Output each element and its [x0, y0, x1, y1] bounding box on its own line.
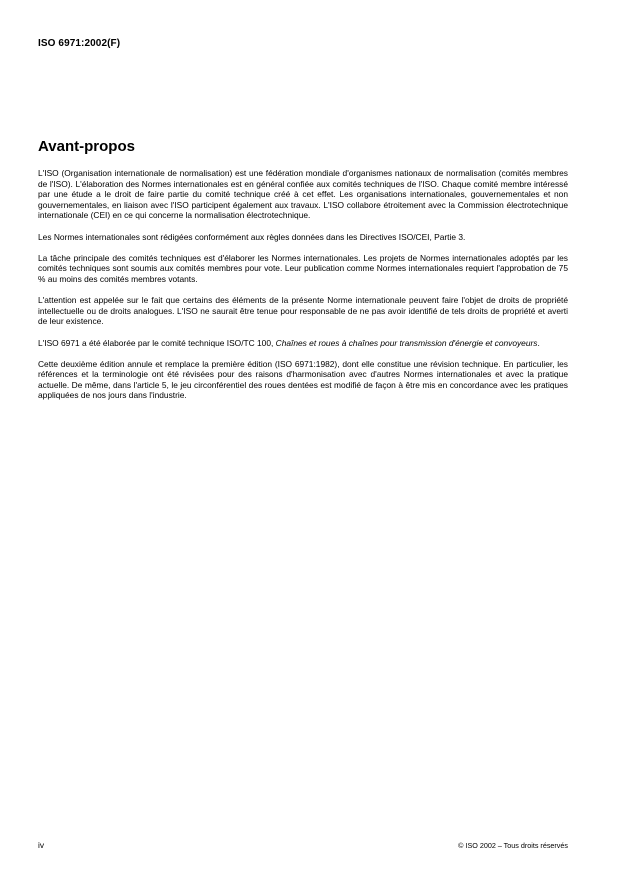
- document-id: ISO 6971:2002(F): [38, 38, 121, 49]
- prepared-by-suffix: .: [537, 337, 540, 348]
- paragraph-prepared-by: [38, 338, 568, 349]
- prepared-by-text: L'ISO 6971 a été élaborée par le comité technique ISO/TC 100,: [38, 337, 276, 348]
- section-title: Avant-propos: [38, 138, 135, 155]
- paragraph-patent-rights: L'attention est appelée sur le fait que certains des éléments de la présente Norme internationale peuvent faire l'objet de droits de propriété intellectuelle ou de droits analogues. L'ISO ne saurait être tenue pour responsable de ne pas avoir identifié de tels droits de propriété et averti de leur existence.: [38, 295, 568, 327]
- committee-title: Chaînes et roues à chaînes pour transmission d'énergie et convoyeurs: [275, 337, 538, 348]
- section-body: [38, 168, 568, 412]
- paragraph-technical-committees: La tâche principale des comités techniques est d'élaborer les Normes internationales. Les projets de Normes internationales adoptés par les comités techniques sont soumis aux comités membres pour vote. Leur publication comme Normes internationales requiert l'approbation de 75 % au moins des comités membres votants.: [38, 252, 568, 284]
- paragraph-edition: Cette deuxième édition annule et remplace la première édition (ISO 6971:1982), dont elle constitue une révision technique. En particulier, les références et la terminologie ont été révisées pour des raisons d'harmonisation avec d'autres Normes internationales et avec la pratique actuelle. De même, dans l'article 5, le jeu circonférentiel des roues dentées est modifié de façon à être mis en concordance avec les pratiques appliquées de nos jours dans l'industrie.: [38, 358, 568, 401]
- paragraph-iso-intro: L'ISO (Organisation internationale de normalisation) est une fédération mondiale d'organismes nationaux de normalisation (comités membres de l'ISO). L'élaboration des Normes internationales est en général confiée aux comités techniques de l'ISO. Chaque comité membre intéressé par une étude a le droit de faire partie du comité technique créé à cet effet. Les organisations internationales, gouvernementales et non gouvernementales, en liaison avec l'ISO participent également aux travaux. L'ISO collabore étroitement avec la Commission électrotechnique internationale (CEI) en ce qui concerne la normalisation électrotechnique.: [38, 168, 568, 221]
- page-number: iv: [38, 840, 45, 850]
- copyright-notice: © ISO 2002 – Tous droits réservés: [458, 841, 568, 850]
- paragraph-directives: Les Normes internationales sont rédigées conformément aux règles données dans les Directives ISO/CEI, Partie 3.: [38, 231, 466, 242]
